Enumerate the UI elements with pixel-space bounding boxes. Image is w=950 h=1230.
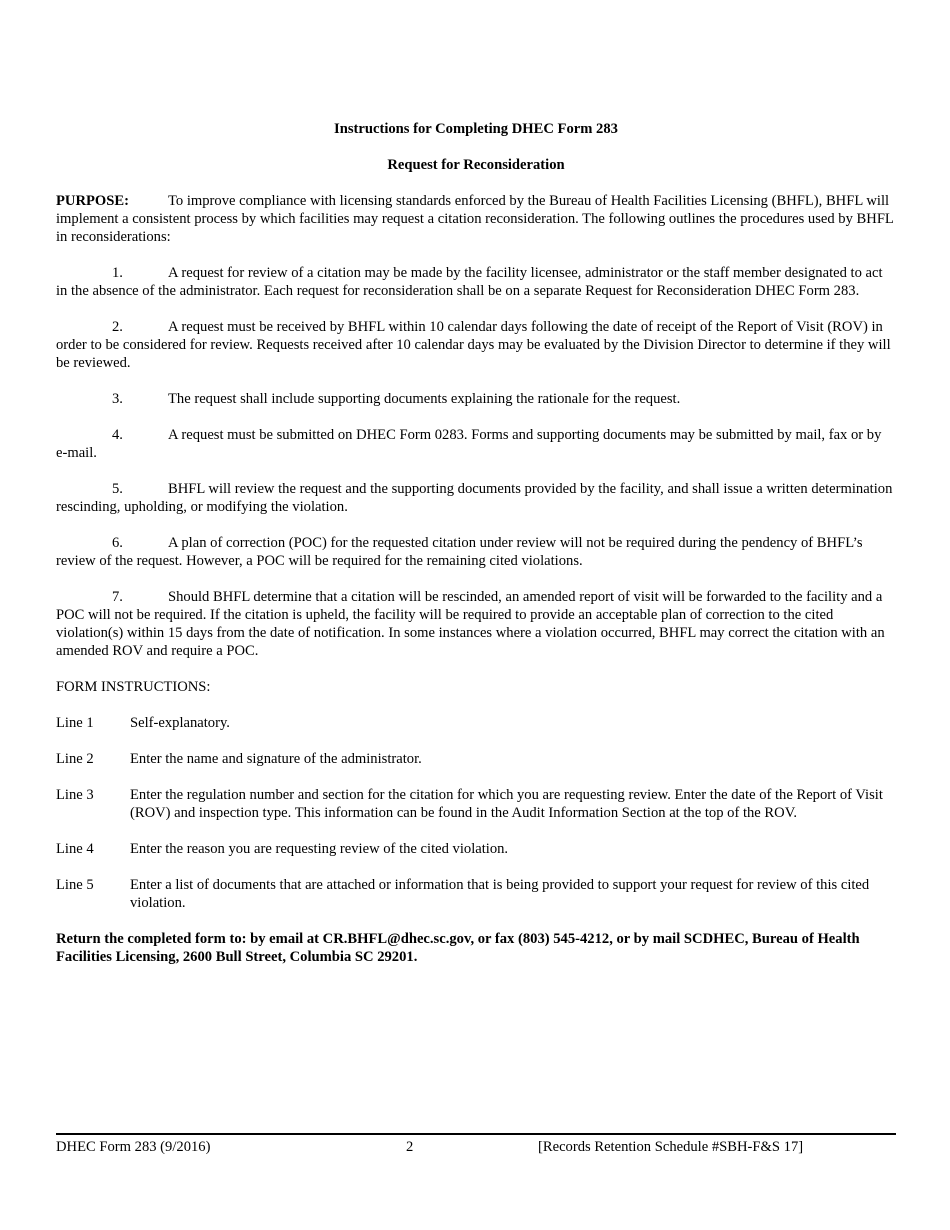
item-text: The request shall include supporting documents explaining the rationale for the request. <box>168 391 681 407</box>
purpose-text: To improve compliance with licensing standards enforced by the Bureau of Health Facilities Licensing (BHFL), BHFL will implement a consistent process by which facilities may request a citation reconsideration. The following outlines the procedures used by BHFL in reconsiderations: <box>56 193 894 245</box>
item-number: 5. <box>112 481 123 497</box>
footer-form-id: DHEC Form 283 (9/2016) <box>56 1139 211 1155</box>
item-text: Should BHFL determine that a citation will be rescinded, an amended report of visit will be forwarded to the facility and a POC will not be required. If the citation is upheld, the facility will be required to provide an acceptable plan of correction to the cited violation(s) within 15 days from the date of notification. In some instances where a violation occurred, BHFL may correct the citation with an amended ROV and require a POC. <box>56 589 885 659</box>
document-title: Instructions for Completing DHEC Form 283 <box>334 121 618 137</box>
item-number: 4. <box>112 427 123 443</box>
line-label: Line 1 <box>56 715 94 731</box>
line-label: Line 5 <box>56 877 94 893</box>
item-number: 2. <box>112 319 123 335</box>
numbered-item <box>56 534 896 570</box>
item-number: 3. <box>112 391 123 407</box>
item-number: 7. <box>112 589 123 605</box>
item-text: A request must be received by BHFL within 10 calendar days following the date of receipt of the Report of Visit (ROV) in order to be considered for review. Requests received after 10 calendar days may be evaluated by the Division Director to determine if they will be reviewed. <box>56 319 891 371</box>
form-line-instruction <box>56 786 896 822</box>
item-text: A plan of correction (POC) for the requested citation under review will not be required during the pendency of BHFL’s review of the request. However, a POC will be required for the remaining cited violations. <box>56 535 863 569</box>
form-line-instruction <box>56 840 896 858</box>
item-number: 6. <box>112 535 123 551</box>
item-text: BHFL will review the request and the supporting documents provided by the facility, and shall issue a written determination rescinding, upholding, or modifying the violation. <box>56 481 893 515</box>
footer-divider <box>56 1133 896 1135</box>
numbered-item <box>56 264 896 300</box>
line-text: Enter a list of documents that are attached or information that is being provided to support your request for review of this cited violation. <box>130 877 870 911</box>
purpose-paragraph <box>56 192 896 246</box>
document-body <box>56 120 896 966</box>
line-text: Enter the reason you are requesting review of the cited violation. <box>130 841 509 857</box>
line-text: Enter the name and signature of the administrator. <box>130 751 422 767</box>
return-instructions: Return the completed form to: by email at CR.BHFL@dhec.sc.gov, or fax (803) 545-4212, or by mail SCDHEC, Bureau of Health Facilities Licensing, 2600 Bull Street, Columbia SC 29201. <box>56 931 860 965</box>
numbered-item <box>56 426 896 462</box>
item-number: 1. <box>112 265 123 281</box>
footer-retention-schedule: [Records Retention Schedule #SBH-F&S 17] <box>538 1139 804 1155</box>
line-label: Line 4 <box>56 841 94 857</box>
form-instructions-heading: FORM INSTRUCTIONS: <box>56 679 211 695</box>
form-line-instruction <box>56 876 896 912</box>
numbered-item <box>56 480 896 516</box>
line-label: Line 3 <box>56 787 94 803</box>
purpose-label: PURPOSE: <box>56 193 129 209</box>
numbered-item <box>56 588 896 660</box>
form-line-instruction <box>56 750 896 768</box>
form-line-instruction <box>56 714 896 732</box>
line-text: Self-explanatory. <box>130 715 230 731</box>
numbered-item <box>56 318 896 372</box>
footer-page-number: 2 <box>406 1139 414 1155</box>
line-label: Line 2 <box>56 751 94 767</box>
numbered-item <box>56 390 896 408</box>
item-text: A request must be submitted on DHEC Form 0283. Forms and supporting documents may be submitted by mail, fax or by e-mail. <box>56 427 882 461</box>
page-footer <box>56 1138 896 1158</box>
document-subtitle: Request for Reconsideration <box>387 157 565 173</box>
line-text: Enter the regulation number and section for the citation for which you are requesting review. Enter the date of the Report of Visit (ROV) and inspection type. This information can be found in the Audit Information Section at the top of the ROV. <box>130 787 883 821</box>
item-text: A request for review of a citation may be made by the facility licensee, administrator or the staff member designated to act in the absence of the administrator. Each request for reconsideration shall be on a separate Request for Reconsideration DHEC Form 283. <box>56 265 883 299</box>
